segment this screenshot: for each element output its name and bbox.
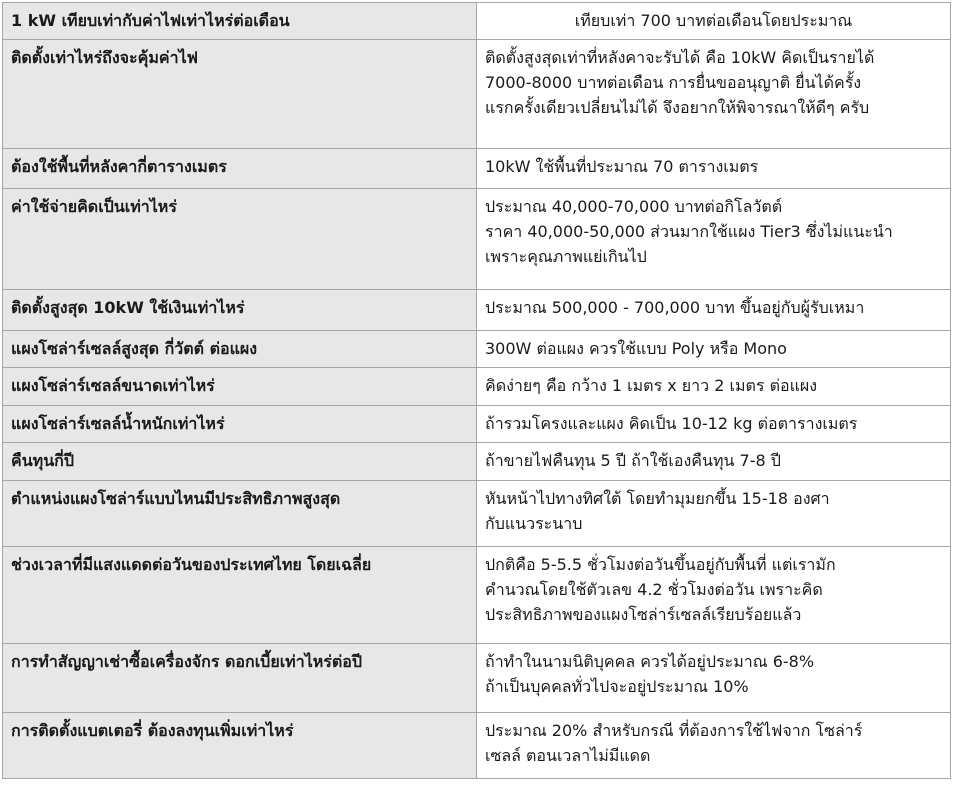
question-cell: ค่าใช้จ่ายคิดเป็นเท่าไหร่ — [3, 189, 477, 290]
answer-cell — [477, 481, 951, 547]
question-cell: ตำแหน่งแผงโซล่าร์แบบไหนมีประสิทธิภาพสูงสุด — [3, 481, 477, 547]
question-cell: 1 kW เทียบเท่ากับค่าไฟเท่าไหร่ต่อเดือน — [3, 3, 477, 40]
question-cell: การทำสัญญาเช่าซื้อเครื่องจักร ดอกเบี้ยเท่าไหร่ต่อปี — [3, 644, 477, 713]
answer-line: ถ้ารวมโครงและแผง คิดเป็น 10-12 kg ต่อตารางเมตร — [485, 414, 858, 433]
answer-cell — [477, 3, 951, 40]
answer-line: ประมาณ 40,000-70,000 บาทต่อกิโลวัตต์ — [485, 197, 783, 216]
faq-row — [3, 40, 951, 149]
answer-cell — [477, 331, 951, 368]
question-cell: ติดตั้งสูงสุด 10kW ใช้เงินเท่าไหร่ — [3, 290, 477, 331]
answer-line: ประมาณ 20% สำหรับกรณี ที่ต้องการใช้ไฟจาก โซล่าร์ — [485, 721, 863, 740]
faq-table-body — [3, 3, 951, 779]
faq-row — [3, 443, 951, 481]
answer-cell — [477, 406, 951, 443]
faq-row — [3, 290, 951, 331]
answer-line: 300W ต่อแผง ควรใช้แบบ Poly หรือ Mono — [485, 339, 787, 358]
answer-line: 7000-8000 บาทต่อเดือน การยื่นขออนุญาติ ยื่นได้ครั้ง — [485, 73, 862, 92]
faq-row — [3, 481, 951, 547]
answer-line: กับแนวระนาบ — [485, 514, 583, 533]
faq-row — [3, 189, 951, 290]
answer-line: ถ้าทำในนามนิติบุคคล ควรได้อยู่ประมาณ 6-8% — [485, 652, 815, 671]
answer-cell — [477, 547, 951, 644]
answer-cell — [477, 644, 951, 713]
question-cell: ติดตั้งเท่าไหร่ถึงจะคุ้มค่าไฟ — [3, 40, 477, 149]
answer-line: เทียบเท่า 700 บาทต่อเดือนโดยประมาณ — [574, 11, 853, 30]
question-cell: ช่วงเวลาที่มีแสงแดดต่อวันของประเทศไทย โดยเฉลี่ย — [3, 547, 477, 644]
answer-line: ประมาณ 500,000 - 700,000 บาท ขึ้นอยู่กับผู้รับเหมา — [485, 298, 865, 317]
question-cell: แผงโซล่าร์เซลล์น้ำหนักเท่าไหร่ — [3, 406, 477, 443]
answer-line: คิดง่ายๆ คือ กว้าง 1 เมตร x ยาว 2 เมตร ต่อแผง — [485, 376, 818, 395]
question-cell: ต้องใช้พื้นที่หลังคากี่ตารางเมตร — [3, 149, 477, 189]
answer-line: ถ้าเป็นบุคคลทั่วไปจะอยู่ประมาณ 10% — [485, 677, 749, 696]
question-cell: คืนทุนกี่ปี — [3, 443, 477, 481]
question-cell: การติดตั้งแบตเตอรี่ ต้องลงทุนเพิ่มเท่าไหร่ — [3, 713, 477, 779]
answer-cell — [477, 189, 951, 290]
faq-row — [3, 547, 951, 644]
answer-line: ถ้าขายไฟคืนทุน 5 ปี ถ้าใช้เองคืนทุน 7-8 ปี — [485, 451, 781, 470]
answer-line: ราคา 40,000-50,000 ส่วนมากใช้แผง Tier3 ซึ่งไม่แนะนำ — [485, 222, 893, 241]
faq-row — [3, 331, 951, 368]
answer-line: 10kW ใช้พื้นที่ประมาณ 70 ตารางเมตร — [485, 157, 759, 176]
question-cell: แผงโซล่าร์เซลล์ขนาดเท่าไหร่ — [3, 368, 477, 406]
answer-line: แรกครั้งเดียวเปลี่ยนไม่ได้ จึงอยากให้พิจารณาให้ดีๆ ครับ — [485, 98, 870, 117]
faq-row — [3, 644, 951, 713]
answer-line: คำนวณโดยใช้ตัวเลข 4.2 ชั่วโมงต่อวัน เพราะคิด — [485, 580, 823, 599]
answer-cell — [477, 443, 951, 481]
answer-line: ติดตั้งสูงสุดเท่าที่หลังคาจะรับได้ คือ 10kW คิดเป็นรายได้ — [485, 48, 875, 67]
answer-cell — [477, 290, 951, 331]
answer-line: หันหน้าไปทางทิศใต้ โดยทำมุมยกขึ้น 15-18 องศา — [485, 489, 830, 508]
answer-line: ปกติคือ 5-5.5 ชั่วโมงต่อวันขึ้นอยู่กับพื้นที่ แต่เรามัก — [485, 555, 836, 574]
answer-line: เซลล์ ตอนเวลาไม่มีแดด — [485, 746, 651, 765]
faq-row — [3, 149, 951, 189]
answer-line: ประสิทธิภาพของแผงโซล่าร์เซลล์เรียบร้อยแล้ว — [485, 605, 802, 624]
answer-cell — [477, 368, 951, 406]
faq-row — [3, 406, 951, 443]
faq-row — [3, 368, 951, 406]
faq-row — [3, 713, 951, 779]
solar-faq-table — [2, 2, 951, 779]
answer-cell — [477, 149, 951, 189]
answer-line: เพราะคุณภาพแย่เกินไป — [485, 247, 647, 266]
answer-cell — [477, 40, 951, 149]
faq-row — [3, 3, 951, 40]
question-cell: แผงโซล่าร์เซลล์สูงสุด กี่วัตต์ ต่อแผง — [3, 331, 477, 368]
answer-cell — [477, 713, 951, 779]
